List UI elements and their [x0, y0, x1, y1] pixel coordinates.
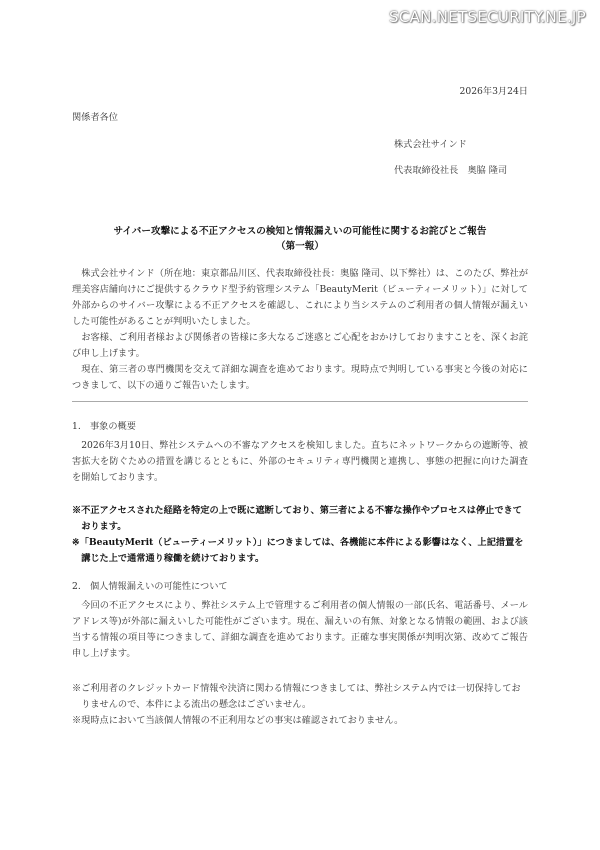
addressee: 関係者各位: [72, 112, 118, 123]
section-heading: 2. 個人情報漏えいの可能性について: [72, 581, 228, 592]
section-body: 今回の不正アクセスにより、弊社システム上で管理するご利用者の個人情報の一部(氏名、電話番号、メールアドレス等)が外部に漏えいした可能性がございます。現在、漏えいの有無、対象となる情報の範囲、および該当する情報の項目等につきまして、詳細な調査を進めております。正確な事実関係が判明次第、改めてご報告申し上げます。: [72, 600, 528, 659]
note-item: ※不正アクセスされた経路を特定の上で既に遮断しており、第三者による不審な操作やプロセスは停止できております。: [72, 505, 522, 532]
intro-section: [72, 266, 528, 394]
title-line-1: サイバー攻撃による不正アクセスの検知と情報漏えいの可能性に関するお詫びとご報告: [113, 226, 487, 237]
intro-paragraph: 株式会社サインド（所在地：東京都品川区、代表取締役社長：奥脇 隆司、以下弊社）は、このたび、弊社が理美容店舗向けにご提供するクラウド型予約管理システム「BeautyMerit（ビューティーメリット）」に対して外部からのサイバー攻撃による不正アクセスを確認し、これにより当システムのご利用者の個人情報が漏えいした可能性があることが判明いたしました。: [72, 268, 528, 327]
intro-paragraph: 現在、第三者の専門機関を交えて詳細な調査を進めております。現時点で判明している事実と今後の対応につきまして、以下の通りご報告いたします。: [72, 364, 528, 391]
intro-paragraph: お客様、ご利用者様および関係者の皆様に多大なるご迷惑とご心配をおかけしておりますことを、深くお詫び申し上げます。: [72, 332, 528, 359]
note-item: ※現時点において当該個人情報の不正利用などの事実は確認されておりません。: [72, 715, 404, 726]
site-watermark: SCAN.NETSECURITY.NE.JP: [389, 8, 586, 26]
section-divider: [72, 401, 528, 402]
sender-block: [394, 137, 507, 189]
section-body: 2026年3月10日、弊社システムへの不審なアクセスを検知しました。直ちにネットワークからの遮断等、被害拡大を防ぐための措置を講じるとともに、外部のセキュリティ専門機関と連携し、事態の把握に向けた調査を開始しております。: [72, 440, 528, 483]
sender-company: 株式会社サインド: [394, 139, 467, 150]
section-data-leak-possibility: [72, 579, 528, 662]
document-title: [72, 224, 528, 254]
section-incident-overview: [72, 419, 528, 486]
note-item: ※ご利用者のクレジットカード情報や決済に関わる情報につきましては、弊社システム内では一切保持しておりませんので、本件による流出の懸念はございません。: [72, 683, 521, 710]
sender-representative: 代表取締役社長 奥脇 隆司: [394, 165, 508, 176]
section1-notes: [72, 503, 528, 567]
document-date: 2026年3月24日: [459, 86, 528, 97]
title-line-2: （第一報）: [276, 241, 324, 252]
section-heading: 1. 事象の概要: [72, 421, 136, 432]
section2-notes: [72, 681, 528, 729]
note-item: ※「BeautyMerit（ビューティーメリット）」につきましては、各機能に本件による影響はなく、上記措置を講じた上で通常通り稼働を続けております。: [72, 537, 524, 564]
